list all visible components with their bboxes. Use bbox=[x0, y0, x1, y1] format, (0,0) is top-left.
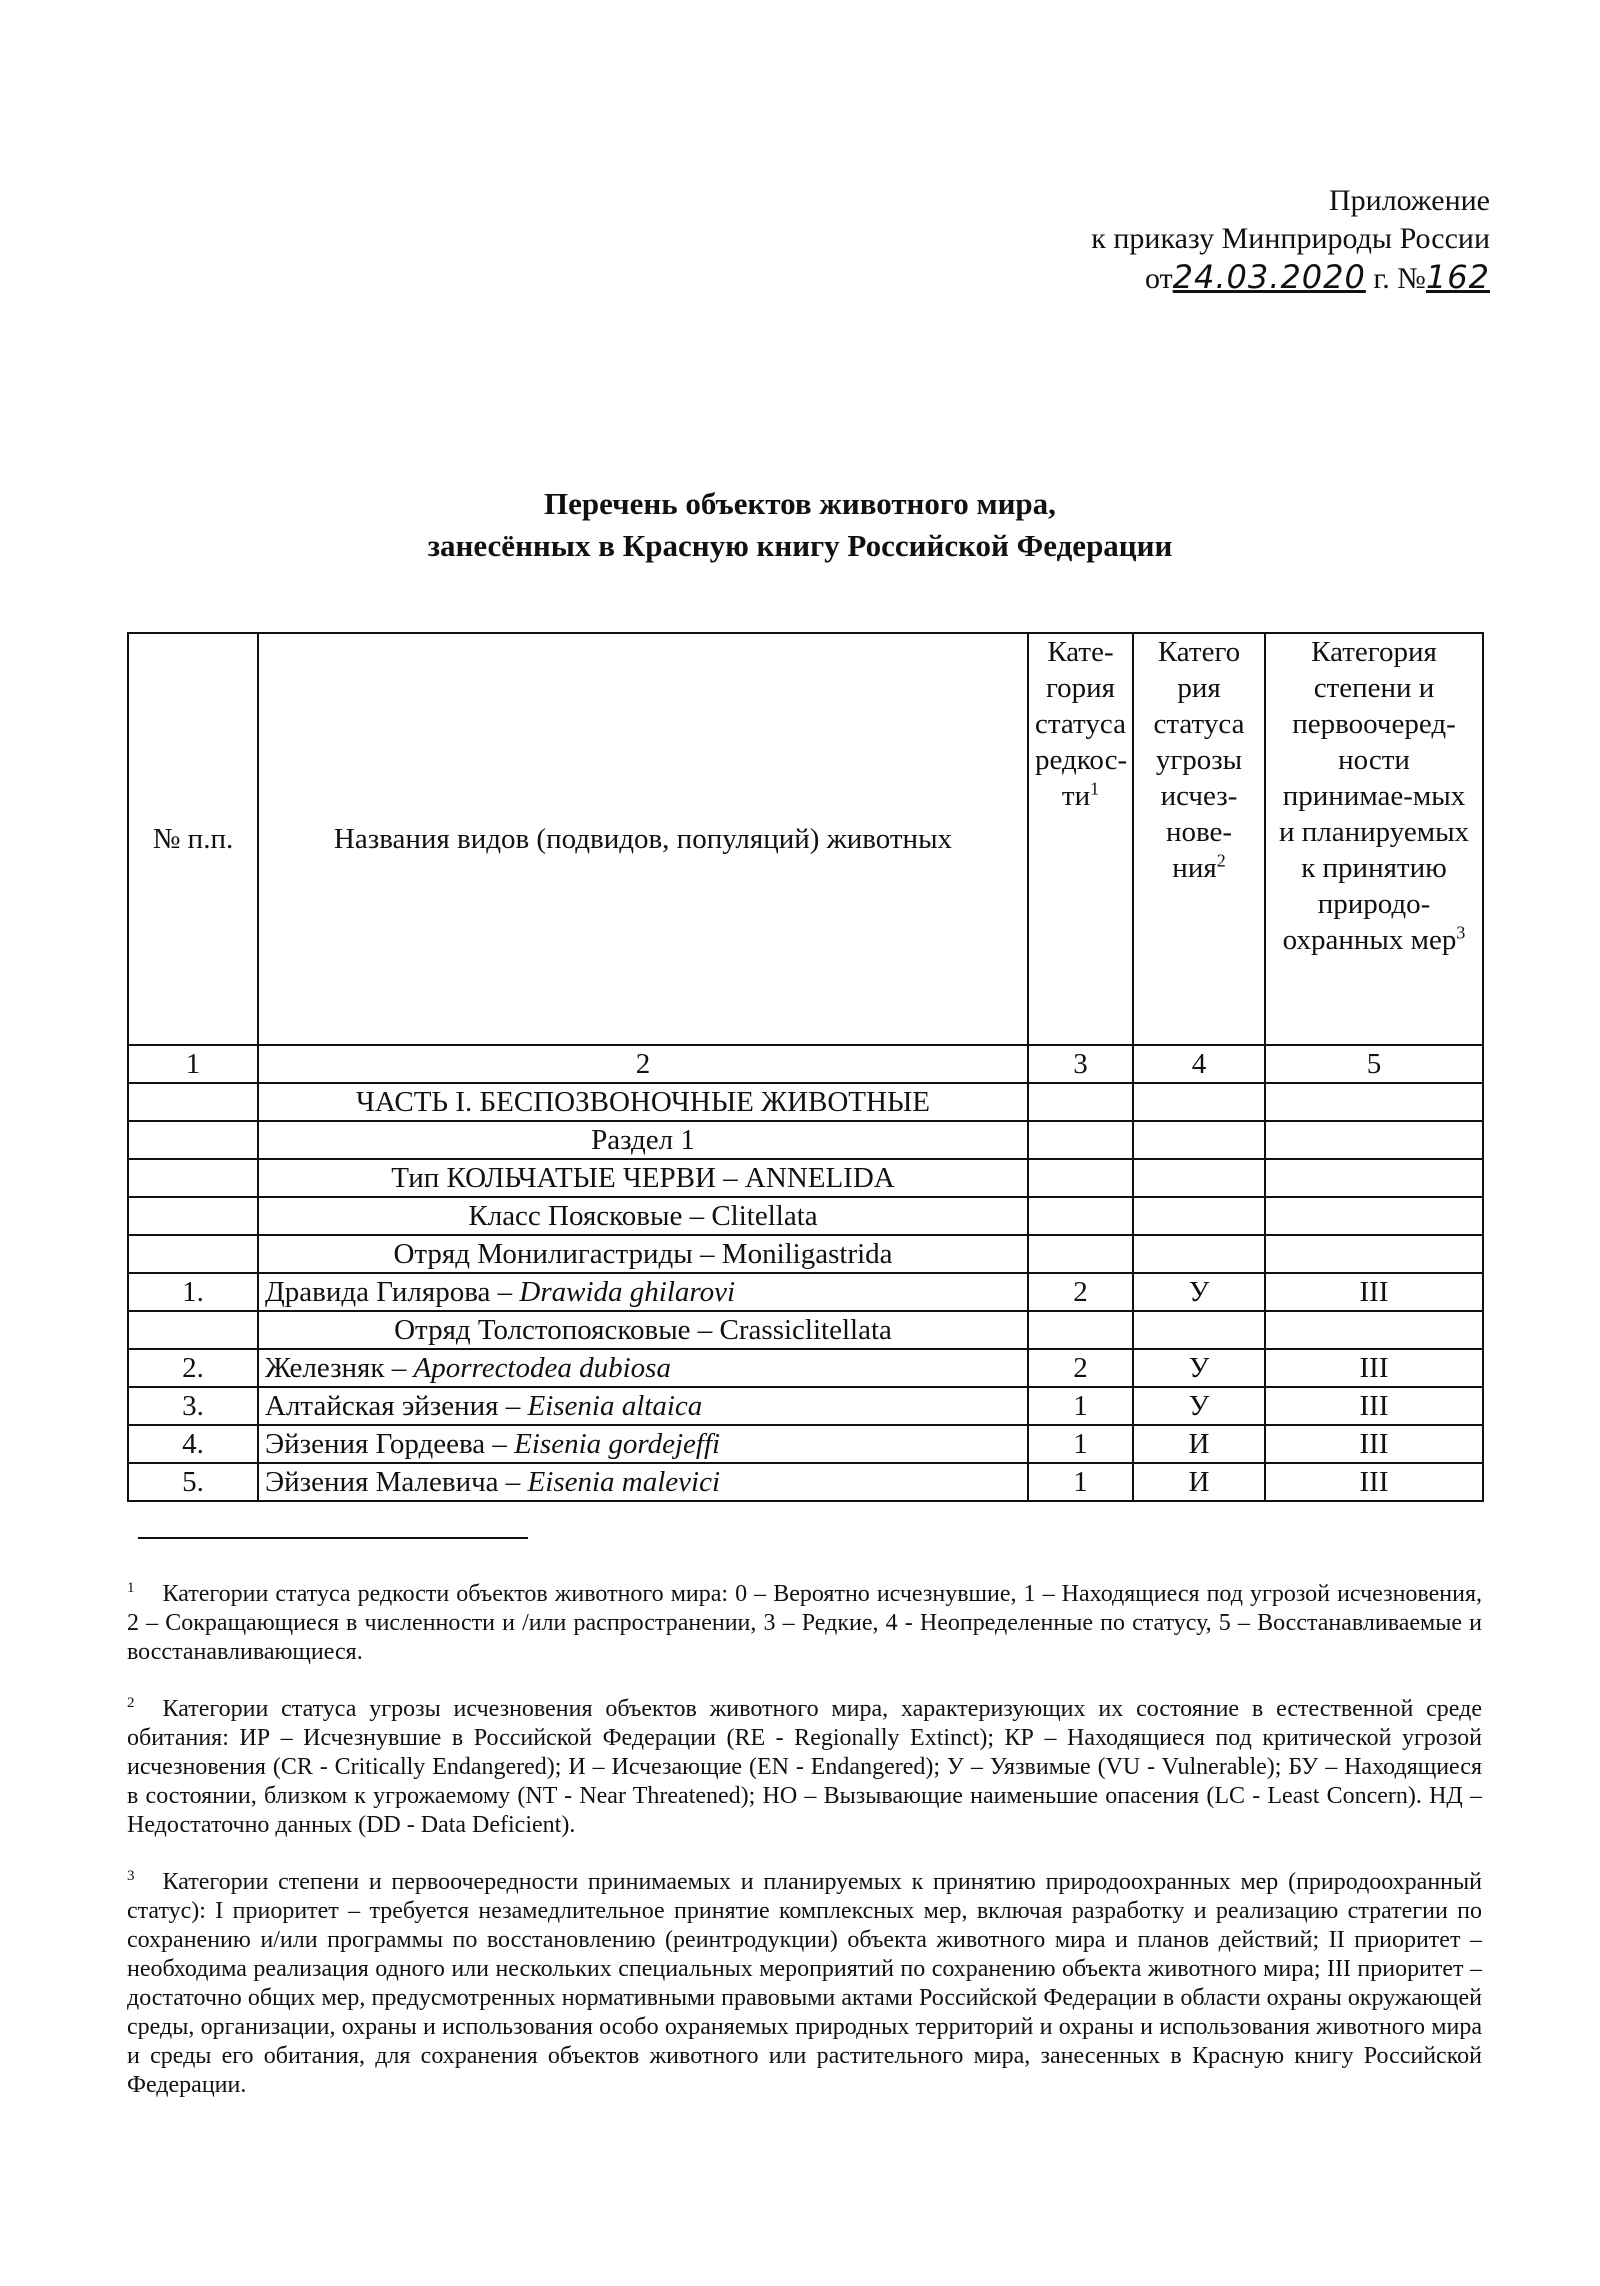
footnote-marker: 3 bbox=[127, 1868, 135, 1884]
number-prefix: г. № bbox=[1373, 262, 1426, 295]
col-num-5: 5 bbox=[1265, 1045, 1483, 1083]
document-title bbox=[0, 483, 1600, 567]
priority-value: III bbox=[1265, 1425, 1483, 1463]
row-number: 1. bbox=[128, 1273, 258, 1311]
rarity-value: 1 bbox=[1028, 1387, 1133, 1425]
footnotes bbox=[127, 1580, 1482, 2128]
footnote-text: Категории статуса редкости объектов животного мира: 0 – Вероятно исчезнувшие, 1 – Находящиеся под угрозой исчезновения, 2 – Сокращающиеся в численности и /или распространении, 3 – Редкие, 4 - Неопределенные по статусу, 5 – Восстанавливаемые и восстанавливающиеся. bbox=[127, 1581, 1482, 1665]
threat-value: И bbox=[1133, 1425, 1265, 1463]
appendix-header bbox=[930, 182, 1490, 298]
header-row bbox=[128, 633, 1483, 1045]
species-name: Дравида Гилярова – Drawida ghilarovi bbox=[258, 1273, 1028, 1311]
species-name: Алтайская эйзения – Eisenia altaica bbox=[258, 1387, 1028, 1425]
priority-value: III bbox=[1265, 1387, 1483, 1425]
row-number: 4. bbox=[128, 1425, 258, 1463]
order-date-line bbox=[930, 258, 1490, 298]
col-num-2: 2 bbox=[258, 1045, 1028, 1083]
table-row bbox=[128, 1273, 1483, 1311]
table-row bbox=[128, 1463, 1483, 1501]
footnote-2 bbox=[127, 1695, 1482, 1840]
section-row bbox=[128, 1197, 1483, 1235]
row-number: 3. bbox=[128, 1387, 258, 1425]
col-num-3: 3 bbox=[1028, 1045, 1133, 1083]
priority-value: III bbox=[1265, 1273, 1483, 1311]
header-threat-category: Катего рия статуса угрозы исчез-нове-ния$^2$ bbox=[1133, 633, 1265, 1045]
footnote-text: Категории статуса угрозы исчезновения объектов животного мира, характеризующих их состояние в естественной среде обитания: ИР – Исчезнувшие в Российской Федерации (RE - Regionally Extinct); КР – Находящиеся под критической угрозой исчезновения (CR - Critically Endangered); И – Исчезающие (EN - Endangered); У – Уязвимые (VU - Vulnerable); БУ – Находящиеся в состоянии, близком к угрожаемому (NT - Near Threatened); НО – Вызывающие наименьшие опасения (LC - Least Concern). НД – Недостаточно данных (DD - Data Deficient). bbox=[127, 1696, 1482, 1838]
threat-value: У bbox=[1133, 1349, 1265, 1387]
footnote-divider bbox=[138, 1537, 528, 1539]
threat-value: У bbox=[1133, 1387, 1265, 1425]
row-number: 2. bbox=[128, 1349, 258, 1387]
footnote-marker: 1 bbox=[127, 1580, 135, 1596]
appendix-label: Приложение bbox=[1328, 184, 1490, 217]
rarity-value: 2 bbox=[1028, 1349, 1133, 1387]
order-heading: Отряд Толстопоясковые – Crassiclitellata bbox=[258, 1311, 1028, 1349]
col-num-1: 1 bbox=[128, 1045, 258, 1083]
header-number: № п.п. bbox=[128, 633, 258, 1045]
class-heading: Класс Поясковые – Clitellata bbox=[258, 1197, 1028, 1235]
razdel-heading: Раздел 1 bbox=[258, 1121, 1028, 1159]
species-table bbox=[127, 632, 1484, 1502]
section-row bbox=[128, 1159, 1483, 1197]
table-row bbox=[128, 1349, 1483, 1387]
rarity-value: 1 bbox=[1028, 1463, 1133, 1501]
footnote-3 bbox=[127, 1868, 1482, 2100]
title-line-2: занесённых в Красную книгу Российской Федерации bbox=[427, 528, 1173, 563]
section-row bbox=[128, 1235, 1483, 1273]
title-line-1: Перечень объектов животного мира, bbox=[544, 486, 1056, 521]
row-number: 5. bbox=[128, 1463, 258, 1501]
header-species-name: Названия видов (подвидов, популяций) животных bbox=[258, 633, 1028, 1045]
species-name: Эйзения Гордеева – Eisenia gordejeffi bbox=[258, 1425, 1028, 1463]
priority-value: III bbox=[1265, 1349, 1483, 1387]
footnote-marker: 2 bbox=[127, 1695, 135, 1711]
rarity-value: 2 bbox=[1028, 1273, 1133, 1311]
part-heading: ЧАСТЬ I. БЕСПОЗВОНОЧНЫЕ ЖИВОТНЫЕ bbox=[258, 1083, 1028, 1121]
header-rarity-category: Кате-гория статуса редкос-$ти^1$ bbox=[1028, 633, 1133, 1045]
column-number-row bbox=[128, 1045, 1483, 1083]
footnote-1 bbox=[127, 1580, 1482, 1667]
section-row bbox=[128, 1121, 1483, 1159]
species-name: Эйзения Малевича – Eisenia malevici bbox=[258, 1463, 1028, 1501]
section-row bbox=[128, 1311, 1483, 1349]
rarity-value: 1 bbox=[1028, 1425, 1133, 1463]
handwritten-date: 24.03.2020 bbox=[1172, 258, 1366, 296]
date-prefix: от bbox=[1144, 262, 1173, 295]
priority-value: III bbox=[1265, 1463, 1483, 1501]
order-heading: Отряд Монилигастриды – Moniligastrida bbox=[258, 1235, 1028, 1273]
table-row bbox=[128, 1425, 1483, 1463]
col-num-4: 4 bbox=[1133, 1045, 1265, 1083]
table-row bbox=[128, 1387, 1483, 1425]
header-priority-category: Категория степени и первоочеред-ности принимае-мых и планируемых к принятию природо-охранных мер$^3$ bbox=[1265, 633, 1483, 1045]
footnote-text: Категории степени и первоочередности принимаемых и планируемых к принятию природоохранных мер (природоохранный статус): I приоритет – требуется незамедлительное принятие комплексных мер, включая разработку и реализацию стратегии по сохранению и/или программы по восстановлению (реинтродукции) объекта животного мира и планов действий; II приоритет – необходима реализация одного или нескольких специальных мероприятий по сохранению объекта животного мира; III приоритет – достаточно общих мер, предусмотренных нормативными правовыми актами Российской Федерации в области охраны окружающей среды, организации, охраны и использования особо охраняемых природных территорий и охраны и использования животного мира и среды его обитания, для сохранения объектов животного или растительного мира, занесенных в Красную книгу Российской Федерации. bbox=[127, 1869, 1482, 2098]
threat-value: И bbox=[1133, 1463, 1265, 1501]
threat-value: У bbox=[1133, 1273, 1265, 1311]
order-reference: к приказу Минприроды России bbox=[1091, 222, 1490, 255]
handwritten-number: 162 bbox=[1425, 258, 1490, 296]
section-row bbox=[128, 1083, 1483, 1121]
species-name: Железняк – Aporrectodea dubiosa bbox=[258, 1349, 1028, 1387]
type-heading: Тип КОЛЬЧАТЫЕ ЧЕРВИ – ANNELIDA bbox=[258, 1159, 1028, 1197]
